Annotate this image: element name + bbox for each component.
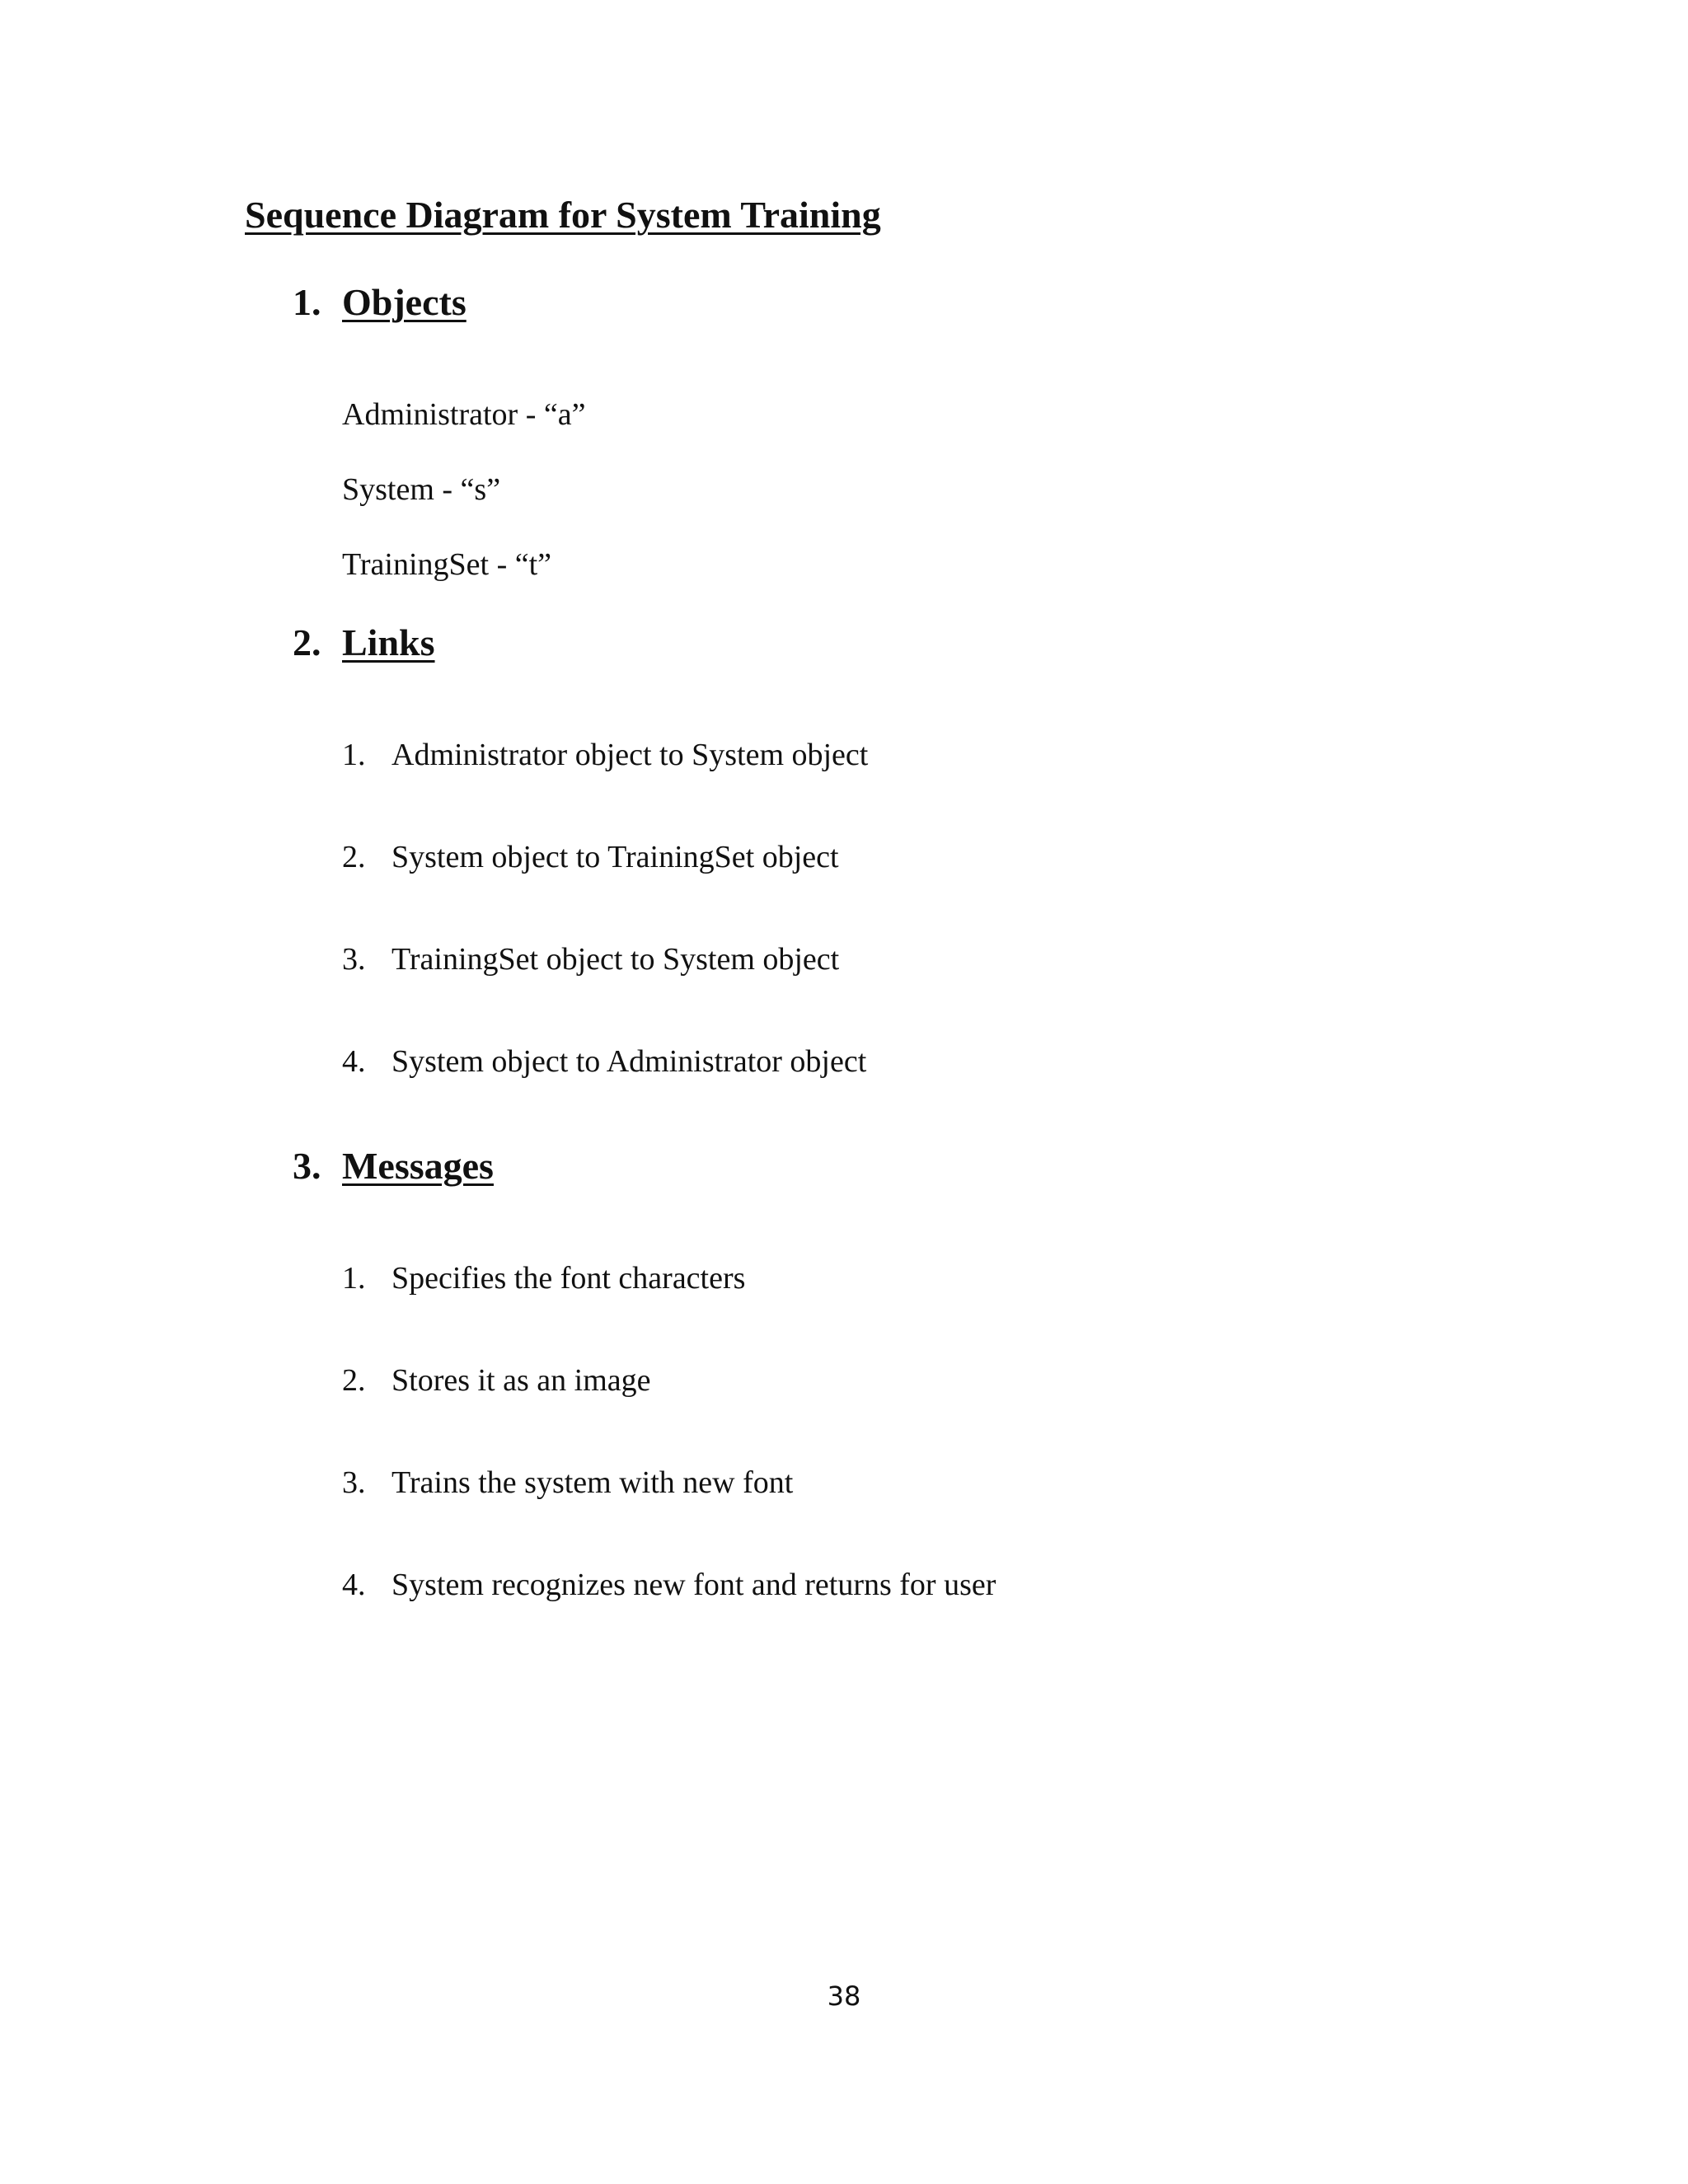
- list-item-text: System object to TrainingSet object: [392, 840, 839, 874]
- section-label: Objects: [342, 281, 467, 323]
- list-item-text: Trains the system with new font: [392, 1465, 794, 1500]
- list-item: [342, 1465, 793, 1501]
- section-heading-objects: [293, 280, 467, 324]
- list-item-number: 4.: [342, 1044, 366, 1079]
- section-label: Messages: [342, 1145, 494, 1187]
- list-item-number: 2.: [342, 840, 366, 874]
- list-item-number: 4.: [342, 1568, 366, 1602]
- list-item-text: Administrator object to System object: [392, 738, 869, 772]
- object-line-trainingset: TrainingSet - “t”: [342, 547, 552, 582]
- list-item-text: TrainingSet object to System object: [392, 942, 840, 977]
- list-item: [342, 1567, 996, 1603]
- list-item: [342, 737, 868, 773]
- section-number: 1.: [293, 281, 321, 323]
- list-item-number: 3.: [342, 1465, 366, 1500]
- section-heading-links: [293, 621, 435, 664]
- list-item: [342, 1043, 866, 1080]
- list-item: [342, 839, 839, 875]
- list-item-number: 3.: [342, 942, 366, 977]
- page-number: 38: [827, 1980, 861, 2012]
- list-item-text: System recognizes new font and returns for user: [392, 1568, 996, 1602]
- object-line-system: System - “s”: [342, 472, 501, 507]
- list-item: [342, 1362, 650, 1399]
- section-number: 2.: [293, 621, 321, 663]
- section-label: Links: [342, 621, 435, 663]
- page-title: Sequence Diagram for System Training: [245, 194, 881, 236]
- section-number: 3.: [293, 1145, 321, 1187]
- list-item-text: Specifies the font characters: [392, 1261, 746, 1296]
- list-item: [342, 941, 839, 977]
- section-heading-messages: [293, 1144, 494, 1188]
- list-item-text: Stores it as an image: [392, 1363, 651, 1398]
- list-item-number: 1.: [342, 1261, 366, 1296]
- list-item-number: 1.: [342, 738, 366, 772]
- list-item: [342, 1260, 745, 1296]
- list-item-text: System object to Administrator object: [392, 1044, 867, 1079]
- object-line-administrator: Administrator - “a”: [342, 397, 586, 432]
- list-item-number: 2.: [342, 1363, 366, 1398]
